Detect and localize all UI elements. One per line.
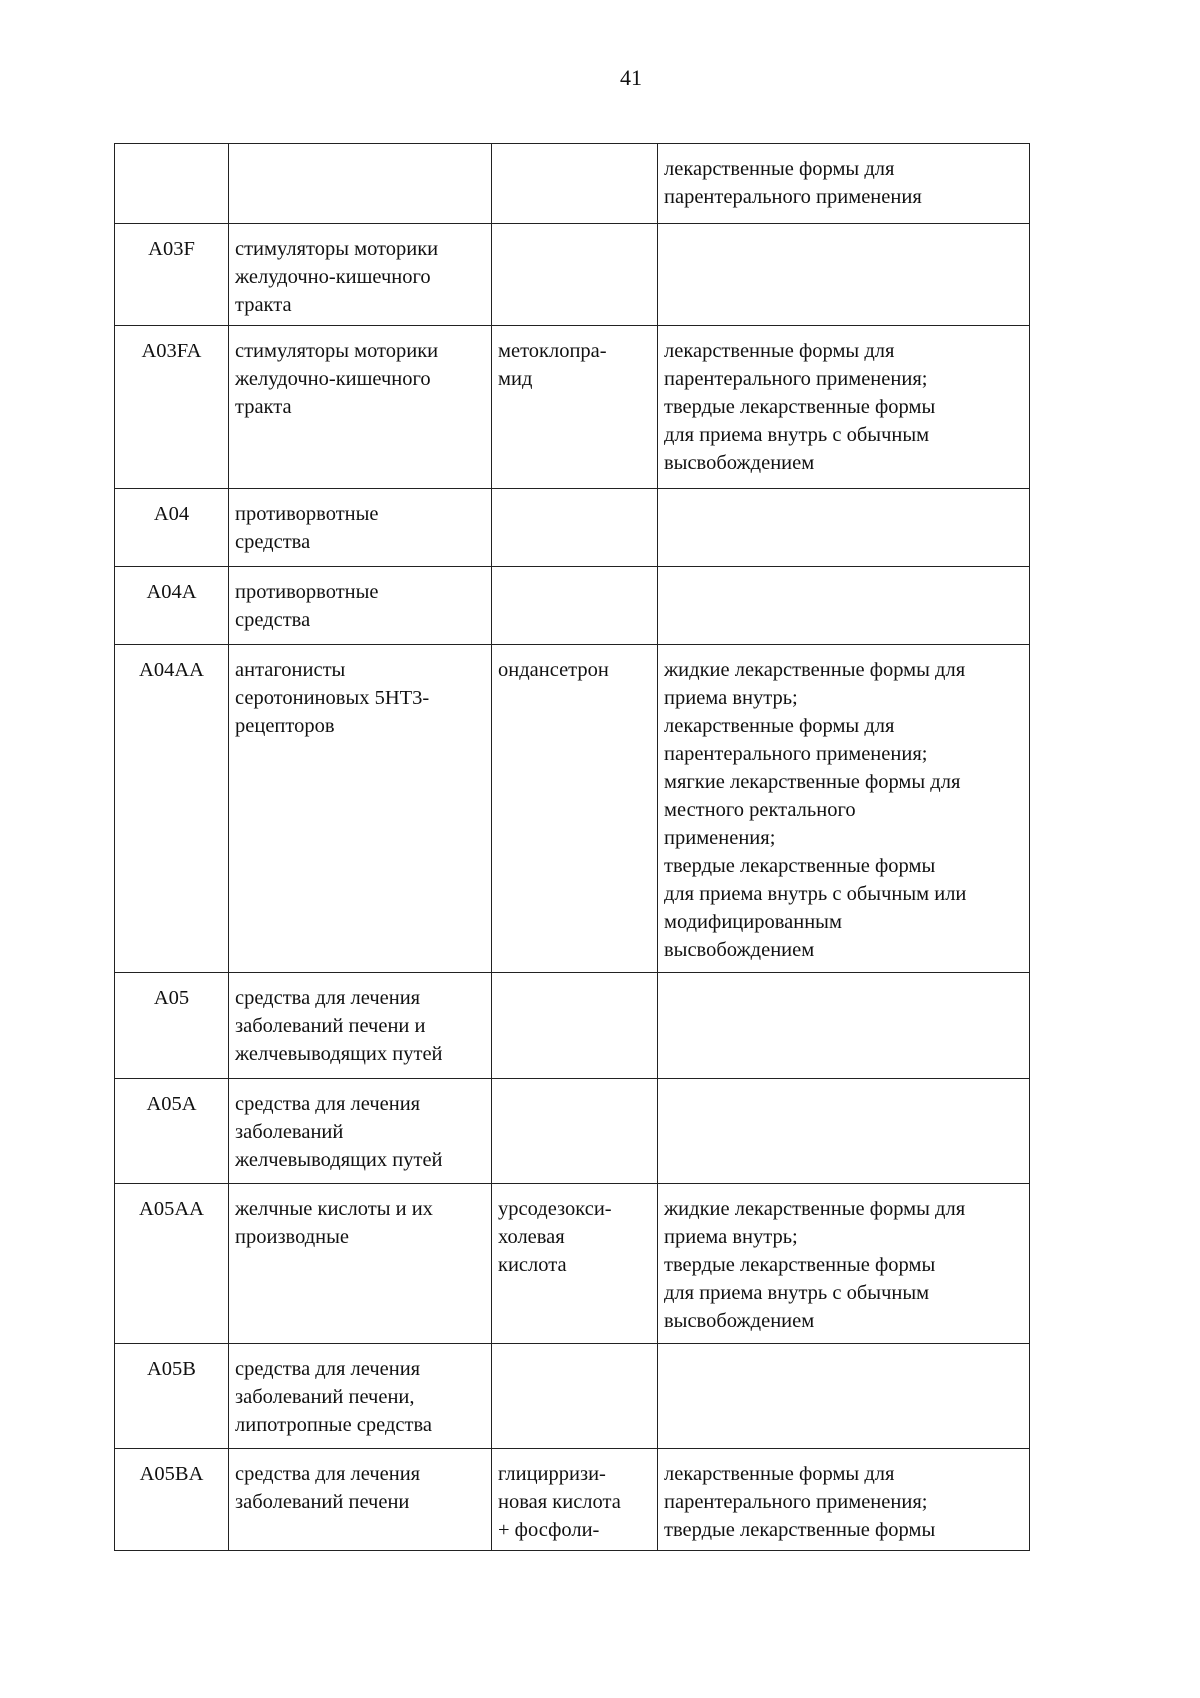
drug-name-cell: [492, 144, 658, 224]
dosage-forms-cell: [658, 567, 1030, 645]
dosage-forms-cell: [658, 224, 1030, 326]
dosage-forms-cell: [658, 489, 1030, 567]
group-name-cell: [229, 144, 492, 224]
atc-code-cell: A04: [115, 489, 229, 567]
drug-name-cell: [492, 973, 658, 1079]
dosage-forms-cell: [658, 1344, 1030, 1449]
atc-code-cell: A04A: [115, 567, 229, 645]
table-row: [115, 973, 1030, 1079]
page-number: 41: [620, 65, 642, 90]
atc-code-cell: A05AA: [115, 1184, 229, 1344]
group-name-cell: стимуляторы моторики желудочно-кишечного тракта: [229, 224, 492, 326]
drug-name-cell: [492, 567, 658, 645]
atc-code-cell: A03F: [115, 224, 229, 326]
drug-name-cell: глицирризи- новая кислота + фосфоли-: [492, 1449, 658, 1551]
group-name-cell: средства для лечения заболеваний печени: [229, 1449, 492, 1551]
group-name-cell: средства для лечения заболеваний печени и желчевыводящих путей: [229, 973, 492, 1079]
table-row: [115, 567, 1030, 645]
atc-code-cell: A05: [115, 973, 229, 1079]
table-row: [115, 489, 1030, 567]
group-name-cell: желчные кислоты и их производные: [229, 1184, 492, 1344]
drug-name-cell: ондансетрон: [492, 645, 658, 973]
dosage-forms-cell: [658, 973, 1030, 1079]
atc-code-cell: A05A: [115, 1079, 229, 1184]
atc-code-cell: A04AA: [115, 645, 229, 973]
drug-name-cell: урсодезокси- холевая кислота: [492, 1184, 658, 1344]
atc-code-cell: A03FA: [115, 326, 229, 489]
dosage-forms-cell: жидкие лекарственные формы для приема внутрь; лекарственные формы для парентерального применения; мягкие лекарственные формы для местного ректального применения; твердые лекарственные формы для приема внутрь с обычным или модифицированным высвобождением: [658, 645, 1030, 973]
group-name-cell: стимуляторы моторики желудочно-кишечного тракта: [229, 326, 492, 489]
drug-table: [114, 143, 1030, 1551]
atc-code-cell: [115, 144, 229, 224]
drug-name-cell: метоклопра- мид: [492, 326, 658, 489]
drug-name-cell: [492, 489, 658, 567]
group-name-cell: противорвотные средства: [229, 567, 492, 645]
table-row: [115, 224, 1030, 326]
group-name-cell: средства для лечения заболеваний желчевыводящих путей: [229, 1079, 492, 1184]
group-name-cell: антагонисты серотониновых 5HT3- рецепторов: [229, 645, 492, 973]
dosage-forms-cell: [658, 1079, 1030, 1184]
table-row: [115, 326, 1030, 489]
table-row: [115, 1449, 1030, 1551]
table-row: [115, 1344, 1030, 1449]
group-name-cell: средства для лечения заболеваний печени, липотропные средства: [229, 1344, 492, 1449]
atc-code-cell: A05BA: [115, 1449, 229, 1551]
group-name-cell: противорвотные средства: [229, 489, 492, 567]
drug-name-cell: [492, 1079, 658, 1184]
table-row: [115, 645, 1030, 973]
table-row: [115, 144, 1030, 224]
dosage-forms-cell: лекарственные формы для парентерального применения; твердые лекарственные формы для приема внутрь с обычным высвобождением: [658, 326, 1030, 489]
dosage-forms-cell: лекарственные формы для парентерального применения; твердые лекарственные формы: [658, 1449, 1030, 1551]
drug-name-cell: [492, 224, 658, 326]
atc-code-cell: A05B: [115, 1344, 229, 1449]
table-row: [115, 1079, 1030, 1184]
table-row: [115, 1184, 1030, 1344]
dosage-forms-cell: жидкие лекарственные формы для приема внутрь; твердые лекарственные формы для приема внутрь с обычным высвобождением: [658, 1184, 1030, 1344]
dosage-forms-cell: лекарственные формы для парентерального применения: [658, 144, 1030, 224]
drug-name-cell: [492, 1344, 658, 1449]
